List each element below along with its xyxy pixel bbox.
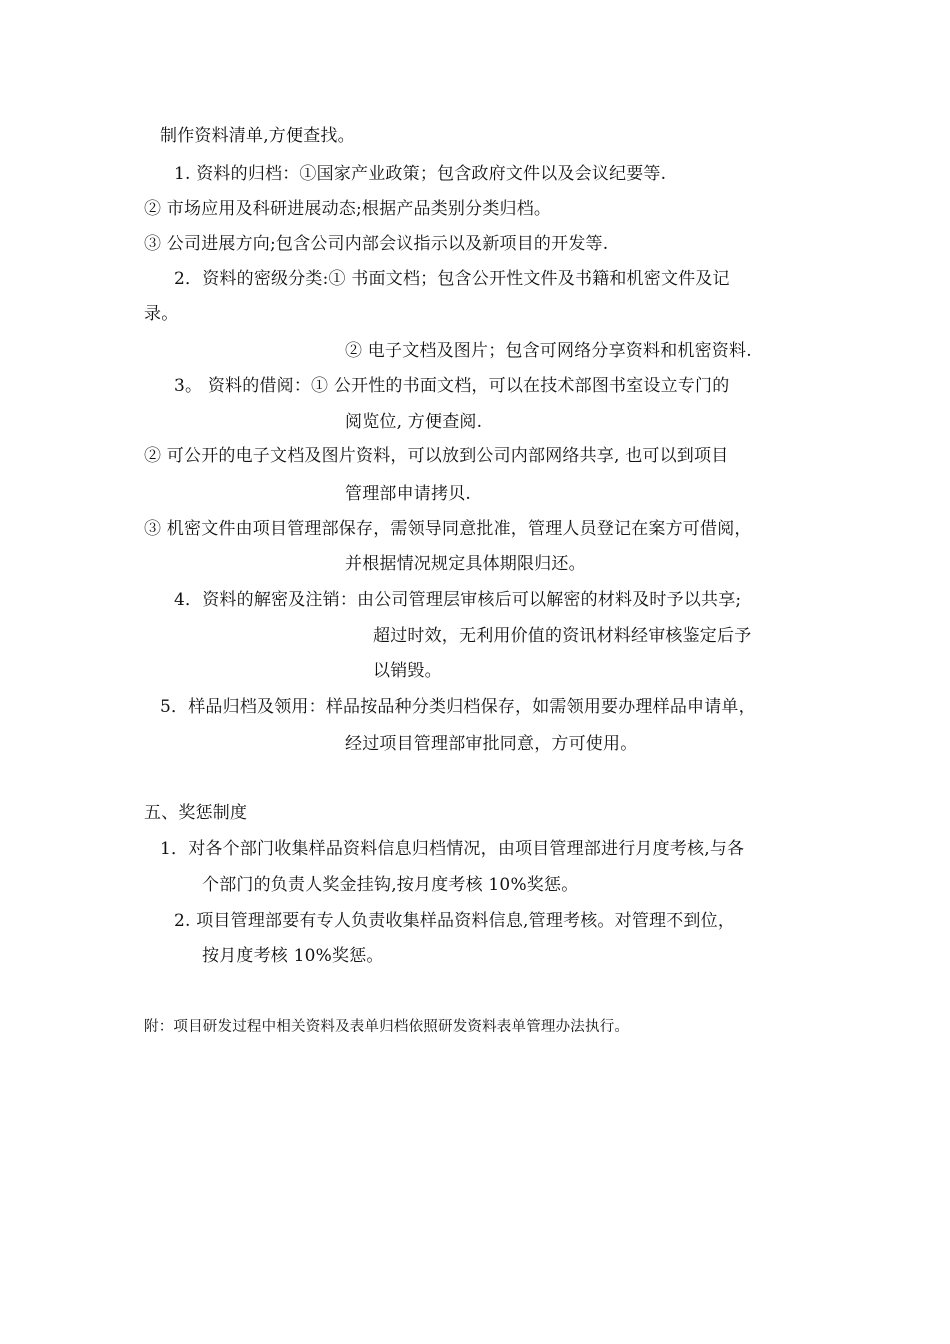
text-line-public-electronic: ② 可公开的电子文档及图片资料，可以放到公司内部网络共享, 也可以到项目: [144, 446, 729, 466]
text-line-checklist: 制作资料清单,方便查找。: [160, 126, 355, 146]
text-line-public-electronic-cont: 管理部申请拷贝.: [345, 484, 472, 504]
section-heading-rewards: 五、奖惩制度: [144, 803, 248, 823]
text-line-confidential: ③ 机密文件由项目管理部保存，需领导同意批准，管理人员登记在案方可借阅，: [144, 519, 752, 539]
text-line-archiving: 1. 资料的归档：①国家产业政策；包含政府文件以及会议纪要等.: [174, 164, 667, 184]
text-line-borrowing-cont: 阅览位, 方便查阅.: [345, 412, 483, 432]
text-line-company-direction: ③ 公司进展方向;包含公司内部会议指示以及新项目的开发等.: [144, 234, 609, 254]
text-line-electronic-docs: ② 电子文档及图片；包含可网络分享资料和机密资料.: [345, 341, 752, 361]
text-line-confidential-cont: 并根据情况规定具体期限归还。: [345, 554, 586, 574]
text-line-classification-cont: 录。: [144, 304, 179, 324]
text-line-declassification: 4．资料的解密及注销：由公司管理层审核后可以解密的材料及时予以共享;: [174, 590, 742, 610]
text-line-reward-1: 1．对各个部门收集样品资料信息归档情况，由项目管理部进行月度考核,与各: [160, 839, 745, 859]
text-line-samples-cont: 经过项目管理部审批同意，方可使用。: [345, 734, 638, 754]
text-line-classification: 2．资料的密级分类:① 书面文档；包含公开性文件及书籍和机密文件及记: [174, 269, 730, 289]
text-line-market: ② 市场应用及科研进展动态;根据产品类别分类归档。: [144, 199, 552, 219]
text-line-reward-1-cont: 个部门的负责人奖金挂钩,按月度考核 10%奖惩。: [202, 875, 579, 895]
text-line-declassification-cont: 超过时效，无利用价值的资讯材料经审核鉴定后予: [373, 626, 752, 646]
text-line-reward-2-cont: 按月度考核 10%奖惩。: [202, 946, 384, 966]
text-line-borrowing: 3。 资料的借阅：① 公开性的书面文档，可以在技术部图书室设立专门的: [174, 376, 730, 396]
appendix-note: 附：项目研发过程中相关资料及表单归档依照研发资料表单管理办法执行。: [144, 1019, 630, 1035]
text-line-samples: 5．样品归档及领用：样品按品种分类归档保存，如需领用要办理样品申请单，: [160, 697, 756, 717]
text-line-declassification-end: 以销毁。: [373, 661, 442, 681]
text-line-reward-2: 2. 项目管理部要有专人负责收集样品资料信息,管理考核。对管理不到位，: [174, 911, 736, 931]
